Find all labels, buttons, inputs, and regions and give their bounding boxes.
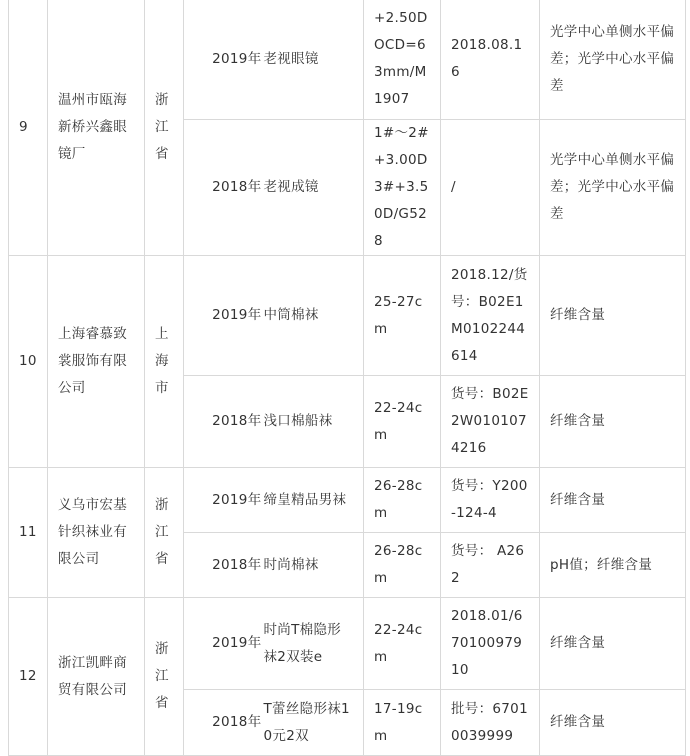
spec-cell: 22-24cm [364,376,441,468]
company-cell: 义乌市宏基针织袜业有限公司 [48,468,145,598]
batch-cell: 货号： A262 [441,533,540,598]
year-cell: 2019年 [184,598,262,690]
batch-cell: 货号：B02E2W0101074216 [441,376,540,468]
failed-items-cell: 光学中心单侧水平偏差；光学中心水平偏差 [540,0,686,120]
year-cell: 2019年 [184,0,262,120]
year-cell: 2018年 [184,120,262,256]
product-cell: 时尚棉袜 [262,533,364,598]
batch-cell: 2018.01/67010097910 [441,598,540,690]
product-cell: T蕾丝隐形袜10元2双 [262,690,364,756]
failed-items-cell: pH值；纤维含量 [540,533,686,598]
year-cell: 2018年 [184,690,262,756]
company-cell: 温州市瓯海新桥兴鑫眼镜厂 [48,0,145,256]
failed-items-cell: 光学中心单侧水平偏差；光学中心水平偏差 [540,120,686,256]
seq-cell: 12 [9,598,48,756]
failed-items-cell: 纤维含量 [540,376,686,468]
province-cell: 浙江省 [145,0,184,256]
company-cell: 上海睿慕致裳服饰有限公司 [48,256,145,468]
spec-cell: 22-24cm [364,598,441,690]
spec-cell: 17-19cm [364,690,441,756]
seq-cell: 10 [9,256,48,468]
product-cell: 缔皇精品男袜 [262,468,364,533]
seq-cell: 9 [9,0,48,256]
failed-items-cell: 纤维含量 [540,598,686,690]
failed-items-cell: 纤维含量 [540,256,686,376]
results-table [8,0,686,756]
batch-cell: 批号：67010039999 [441,690,540,756]
table-row [9,0,686,120]
product-cell: 老视眼镜 [262,0,364,120]
year-cell: 2019年 [184,468,262,533]
batch-cell: 2018.08.16 [441,0,540,120]
province-cell: 浙江省 [145,598,184,756]
seq-cell: 11 [9,468,48,598]
batch-cell: 2018.12/货号：B02E1M0102244614 [441,256,540,376]
failed-items-cell: 纤维含量 [540,690,686,756]
table-row [9,468,686,533]
spec-cell: 1#～2#+3.00D 3#+3.50D/G528 [364,120,441,256]
product-cell: 老视成镜 [262,120,364,256]
table-row [9,256,686,376]
batch-cell: 货号：Y200-124-4 [441,468,540,533]
company-cell: 浙江凯畔商贸有限公司 [48,598,145,756]
spec-cell: 26-28cm [364,468,441,533]
year-cell: 2019年 [184,256,262,376]
table-row [9,598,686,690]
product-cell: 时尚T棉隐形袜2双装e [262,598,364,690]
province-cell: 上海市 [145,256,184,468]
province-cell: 浙江省 [145,468,184,598]
year-cell: 2018年 [184,533,262,598]
product-cell: 浅口棉船袜 [262,376,364,468]
year-cell: 2018年 [184,376,262,468]
spec-cell: 25-27cm [364,256,441,376]
failed-items-cell: 纤维含量 [540,468,686,533]
product-cell: 中筒棉袜 [262,256,364,376]
batch-cell: / [441,120,540,256]
spec-cell: +2.50DOCD=63mm/M1907 [364,0,441,120]
spec-cell: 26-28cm [364,533,441,598]
